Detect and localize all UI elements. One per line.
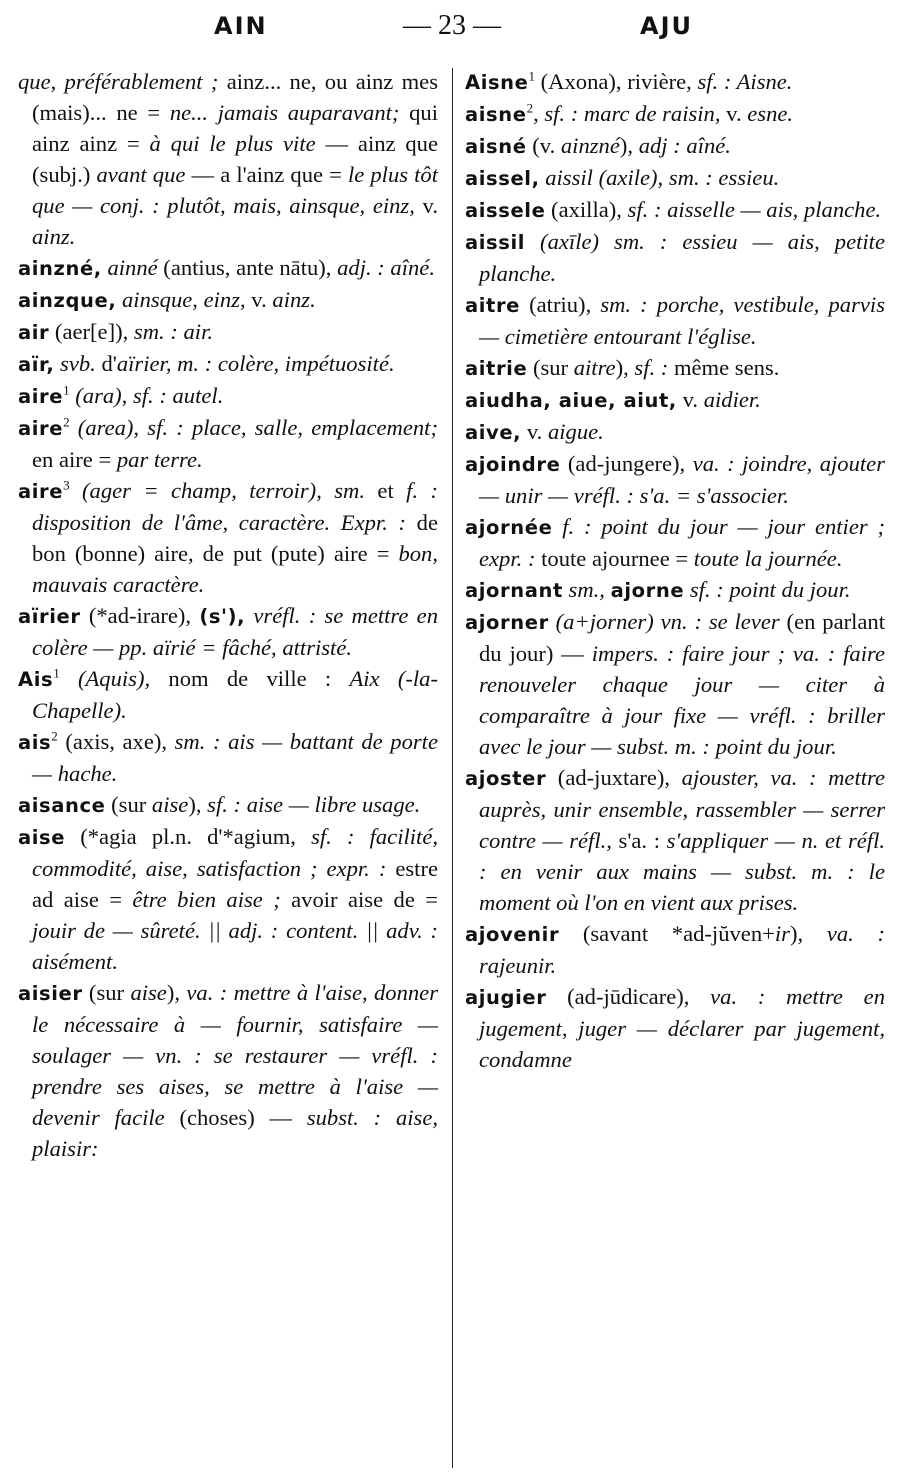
- header-left-guideword: AIN: [214, 12, 268, 40]
- entry-text: en aire =: [32, 447, 117, 472]
- headword: aïr,: [18, 353, 55, 376]
- homograph-number: 3: [63, 477, 70, 493]
- entry-text: (axis, axe),: [57, 729, 175, 754]
- entry-text-italic: ne... jamais auparavant;: [169, 100, 400, 125]
- entry-text-italic: sm.,: [562, 577, 611, 602]
- entry-text: (antius, ante nātu),: [157, 255, 338, 280]
- headword: Aisne: [465, 71, 529, 94]
- entry-text-italic: adj : aîné.: [638, 133, 731, 158]
- headword: air: [18, 321, 50, 344]
- dictionary-entry: [18, 726, 438, 789]
- dictionary-entry: [465, 981, 885, 1075]
- headword: aissil: [465, 231, 526, 254]
- dictionary-entry: [18, 252, 438, 284]
- homograph-number: 2: [51, 728, 58, 744]
- entry-text: (v.: [526, 133, 561, 158]
- right-column: [465, 66, 885, 1075]
- dictionary-entry: [465, 289, 885, 352]
- dictionary-entry: [18, 380, 438, 412]
- dictionary-entry: [18, 348, 438, 380]
- page-number: — 23 —: [403, 10, 501, 41]
- entry-text-italic: aitre: [573, 355, 616, 380]
- entry-text-italic: sf. : aise — libre usage.: [207, 792, 421, 817]
- dictionary-entry: [18, 600, 438, 663]
- entry-text: ),: [188, 792, 208, 817]
- entry-text: (savant *ad-jŭven+: [559, 921, 775, 946]
- entry-text-italic: (ager = champ, terroir), sm.: [69, 478, 366, 503]
- entry-text-italic: sf. : aisselle — ais, planche.: [627, 197, 882, 222]
- dictionary-entry: [18, 284, 438, 316]
- entry-text-italic: aissil (axile), sm. : essieu.: [539, 165, 780, 190]
- entry-text: v.: [676, 387, 704, 412]
- homograph-number: 1: [53, 665, 60, 681]
- dictionary-entry: [465, 226, 885, 289]
- dictionary-entry: [465, 162, 885, 194]
- entry-text: v.: [521, 419, 548, 444]
- entry-text: v.: [414, 193, 438, 218]
- headword: aisance: [18, 794, 106, 817]
- homograph-number: 2: [526, 100, 534, 116]
- dictionary-entry: [18, 789, 438, 821]
- entry-text: nom de ville :: [150, 666, 350, 691]
- headword: (s'),: [199, 605, 246, 628]
- dictionary-entry: [18, 663, 438, 726]
- headword: ajorner: [465, 611, 549, 634]
- entry-text-italic: ainz.: [32, 224, 76, 249]
- entry-text-italic: subst. : aise, plaisir:: [32, 1105, 438, 1161]
- headword: aisné: [465, 135, 527, 158]
- entry-text-italic: va. : rajeunir.: [479, 921, 885, 978]
- entry-text-italic: ainz.: [272, 287, 316, 312]
- headword: aisier: [18, 982, 83, 1005]
- entry-text: ),: [615, 355, 635, 380]
- entry-text: (sur: [105, 792, 152, 817]
- entry-text: s'a. :: [611, 828, 667, 853]
- entry-text-italic: ajouster, va. : mettre auprès, unir ensemble, rassembler — serrer contre — réfl.,: [479, 765, 886, 853]
- entry-text-italic: va. : joindre, ajouter — unir — vréfl. : s'a. = s'associer.: [479, 451, 885, 508]
- entry-text-italic: bon, mauvais caractère.: [32, 541, 438, 597]
- homograph-number: 1: [528, 68, 535, 84]
- entry-text-italic: va. : mettre en jugement, juger — déclarer par jugement, condamne: [479, 984, 885, 1072]
- entry-text: (*ad-irare),: [80, 603, 200, 628]
- dictionary-entry: [465, 511, 885, 574]
- entry-text: (ad-juxtare),: [546, 765, 682, 790]
- entry-text: (axilla),: [545, 197, 628, 222]
- entry-text: v.: [245, 287, 273, 312]
- headword: ajornant: [465, 579, 563, 602]
- headword: aitre: [465, 294, 521, 317]
- entry-text: ),: [166, 980, 187, 1005]
- headword: ajorne: [610, 579, 685, 602]
- dictionary-entry: [18, 977, 438, 1164]
- dictionary-entry: [465, 918, 885, 981]
- dictionary-entry: [18, 821, 438, 977]
- entry-text-italic: que, préférablement ;: [18, 69, 219, 94]
- entry-text-italic: f. : point du jour — jour entier ; expr. :: [479, 514, 885, 571]
- entry-text: (aer[e]),: [49, 319, 134, 344]
- headword: ainzque,: [18, 289, 117, 312]
- dictionary-entry: [465, 98, 885, 130]
- headword: aisne: [465, 103, 527, 126]
- entry-text: ,: [533, 101, 545, 126]
- entry-text-italic: sf. : facilité, commodité, aise, satisfaction ; expr. :: [32, 824, 439, 881]
- entry-text: d': [95, 351, 117, 376]
- entry-text: avoir aise de =: [280, 887, 438, 912]
- entry-text: ainz... ne, ou ainz mes (mais)... ne =: [32, 69, 438, 125]
- entry-text-italic: f. : disposition de l'âme, caractère. Expr. :: [32, 478, 438, 535]
- column-divider: [452, 68, 453, 1468]
- left-column: [18, 66, 438, 1164]
- dictionary-entry: [465, 416, 885, 448]
- entry-text-italic: esne.: [747, 101, 794, 126]
- headword: aissele: [465, 199, 546, 222]
- entry-text-italic: à qui le plus vite: [149, 131, 316, 156]
- entry-text-italic: (axīle) sm. : essieu — ais, petite planche.: [479, 229, 885, 286]
- headword: Ais: [18, 668, 54, 691]
- entry-text-italic: ainzné: [560, 133, 620, 158]
- entry-text-italic: sm. : ais — battant de porte — hache.: [32, 729, 438, 786]
- headword: aive,: [465, 421, 522, 444]
- entry-text: — a l'ainz que =: [185, 162, 348, 187]
- dictionary-entry: [465, 194, 885, 226]
- homograph-number: 2: [63, 414, 70, 430]
- entry-text-italic: aise: [151, 792, 189, 817]
- entry-text-italic: (a+jorner) vn. : se lever: [548, 609, 780, 634]
- headword: ajoindre: [465, 453, 561, 476]
- dictionary-entry: [465, 384, 885, 416]
- entry-text: (atriu),: [520, 292, 601, 317]
- entry-text-italic: ainné: [101, 255, 158, 280]
- headword: aire: [18, 417, 64, 440]
- headword: aitrie: [465, 357, 528, 380]
- headword: aire: [18, 480, 64, 503]
- entry-text-italic: (Aquis),: [59, 666, 151, 691]
- entry-text-italic: être bien aise ;: [132, 887, 281, 912]
- entry-text-italic: jouir de — sûreté. || adj. : content. || adv. : aisément.: [32, 918, 438, 974]
- headword: aiudha, aiue, aiut,: [465, 389, 677, 412]
- entry-text-italic: Aix (-la-Chapelle).: [32, 666, 439, 723]
- entry-text-italic: aïrié = fâché, attristé.: [152, 635, 353, 660]
- entry-text: v.: [720, 101, 748, 126]
- entry-text-italic: le plus tôt que — conj. : plutôt, mais, ainsque, einz,: [32, 162, 438, 218]
- headword: ajugier: [465, 986, 547, 1009]
- entry-text-italic: ainsque, einz,: [116, 287, 246, 312]
- dictionary-entry: [465, 66, 885, 98]
- entry-text-italic: aidier.: [703, 387, 761, 412]
- entry-text: ),: [789, 921, 827, 946]
- entry-text-italic: (area), sf. : place, salle, emplacement;: [69, 415, 438, 440]
- entry-text: (ad-jungere),: [560, 451, 693, 476]
- dictionary-entry: [18, 412, 438, 475]
- entry-text-italic: avant que: [96, 162, 186, 187]
- page-header: [0, 10, 903, 54]
- entry-text: (choses) —: [164, 1105, 307, 1130]
- dictionary-entry: [465, 352, 885, 384]
- entry-text: (sur: [82, 980, 131, 1005]
- entry-text-italic: sf. :: [634, 355, 669, 380]
- entry-text: (en parlant du jour) —: [479, 609, 886, 666]
- entry-text: toute ajournee =: [535, 546, 694, 571]
- entry-text-italic: s'appliquer — n. et réfl. : en venir aux mains — subst. m. : le moment où l'on en vient aux prises.: [479, 828, 885, 915]
- headword: ajovenir: [465, 923, 560, 946]
- entry-text-italic: impers. : faire jour ; va. : faire renouveler chaque jour — citer à comparaître à jour fixe — vréfl. : briller avec le jour — subst. m. : point du jour.: [479, 641, 885, 759]
- entry-text-italic: adj. : aîné.: [337, 255, 435, 280]
- headword: aise: [18, 826, 66, 849]
- entry-text-italic: aïrier, m. : colère, impétuosité.: [116, 351, 395, 376]
- entry-text: et: [365, 478, 407, 503]
- headword: aïrier: [18, 605, 81, 628]
- entry-text: (*agia pl.n. d'*agium,: [65, 824, 312, 849]
- header-right-guideword: AJU: [640, 12, 693, 40]
- entry-text-italic: aise: [130, 980, 167, 1005]
- dictionary-entry: [18, 316, 438, 348]
- dictionary-entry: [465, 762, 885, 918]
- entry-text-italic: vréfl. : se mettre en colère — pp.: [32, 603, 438, 660]
- entry-text: qui ainz ainz =: [32, 100, 438, 156]
- entry-text-italic: sm. : porche, vestibule, parvis — cimetière entourant l'église.: [479, 292, 885, 349]
- homograph-number: 1: [63, 382, 70, 398]
- headword: ajornée: [465, 516, 553, 539]
- dictionary-entry: [465, 574, 885, 606]
- entry-text-italic: sm. : air.: [133, 319, 214, 344]
- entry-text: (ad-jūdicare),: [546, 984, 711, 1009]
- entry-text-italic: (ara), sf. : autel.: [69, 383, 224, 408]
- entry-text: de bon (bonne) aire, de put (pute) aire =: [32, 510, 438, 566]
- entry-text: estre ad aise =: [32, 856, 438, 912]
- entry-text-italic: sf. : marc de raisin,: [544, 101, 721, 126]
- entry-text: (sur: [527, 355, 574, 380]
- dictionary-entry: [465, 606, 885, 762]
- headword: aissel,: [465, 167, 540, 190]
- dictionary-entry: [465, 130, 885, 162]
- dictionary-entry: [18, 475, 438, 600]
- entry-text-italic: aigue.: [547, 419, 604, 444]
- entry-text-italic: svb.: [54, 351, 96, 376]
- entry-text-italic: par terre.: [116, 447, 203, 472]
- entry-text: ),: [619, 133, 639, 158]
- entry-text-italic: toute la journée.: [693, 546, 843, 571]
- entry-text-italic: sf. : Aisne.: [697, 69, 793, 94]
- dictionary-entry: [465, 448, 885, 511]
- headword: ais: [18, 731, 52, 754]
- headword: ajoster: [465, 767, 547, 790]
- entry-text: même sens.: [668, 355, 780, 380]
- entry-text-italic: va. : mettre à l'aise, donner le nécessaire à — fournir, satisfaire — soulager — vn. : se restaurer — vréfl. : prendre ses aises, se mettre à l'aise — devenir facile: [32, 980, 438, 1130]
- entry-text: — ainz que (subj.): [32, 131, 439, 187]
- entry-text-italic: ir: [774, 921, 790, 946]
- headword: ainzné,: [18, 257, 102, 280]
- headword: aire: [18, 385, 64, 408]
- entry-text-italic: sf. : point du jour.: [684, 577, 851, 602]
- entry-text: (Axona), rivière,: [535, 69, 698, 94]
- dictionary-entry: [18, 66, 438, 252]
